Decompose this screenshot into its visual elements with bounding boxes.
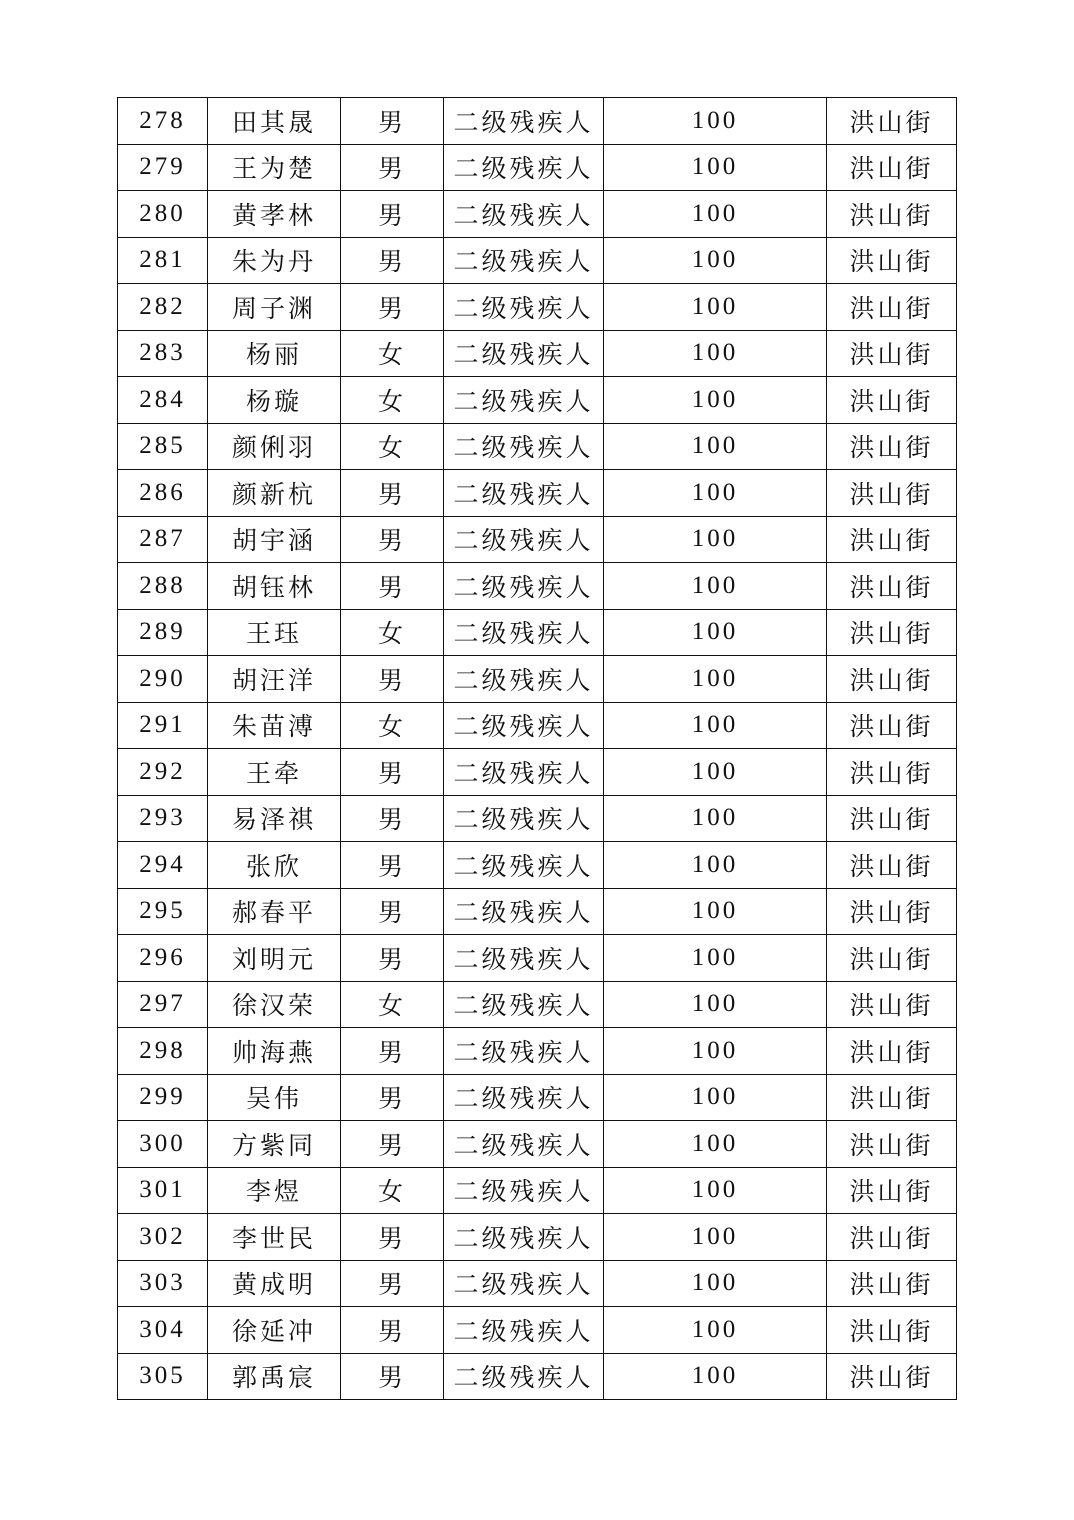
- cell-name: 张欣: [208, 842, 341, 889]
- cell-street: 洪山街: [827, 1260, 957, 1307]
- cell-disability-level: 二级残疾人: [444, 888, 604, 935]
- cell-number: 281: [118, 237, 208, 284]
- cell-street: 洪山街: [827, 470, 957, 517]
- table-row: [118, 377, 957, 424]
- cell-street: 洪山街: [827, 377, 957, 424]
- cell-gender: 女: [341, 609, 444, 656]
- cell-number: 290: [118, 656, 208, 703]
- cell-number: 297: [118, 981, 208, 1028]
- cell-street: 洪山街: [827, 1121, 957, 1168]
- cell-name: 易泽祺: [208, 795, 341, 842]
- cell-amount: 100: [604, 284, 827, 331]
- cell-disability-level: 二级残疾人: [444, 609, 604, 656]
- cell-disability-level: 二级残疾人: [444, 1028, 604, 1075]
- cell-number: 282: [118, 284, 208, 331]
- cell-disability-level: 二级残疾人: [444, 1260, 604, 1307]
- cell-number: 305: [118, 1353, 208, 1400]
- cell-name: 周子渊: [208, 284, 341, 331]
- cell-street: 洪山街: [827, 935, 957, 982]
- cell-number: 285: [118, 423, 208, 470]
- cell-gender: 男: [341, 935, 444, 982]
- cell-street: 洪山街: [827, 1214, 957, 1261]
- cell-disability-level: 二级残疾人: [444, 98, 604, 145]
- table-row: [118, 1028, 957, 1075]
- cell-gender: 女: [341, 981, 444, 1028]
- cell-gender: 男: [341, 656, 444, 703]
- cell-number: 283: [118, 330, 208, 377]
- cell-amount: 100: [604, 656, 827, 703]
- cell-name: 王为楚: [208, 144, 341, 191]
- table-row: [118, 284, 957, 331]
- table-row: [118, 1074, 957, 1121]
- cell-name: 田其晟: [208, 98, 341, 145]
- cell-gender: 女: [341, 330, 444, 377]
- table-row: [118, 563, 957, 610]
- cell-disability-level: 二级残疾人: [444, 1214, 604, 1261]
- cell-amount: 100: [604, 1167, 827, 1214]
- table-row: [118, 1214, 957, 1261]
- cell-gender: 男: [341, 191, 444, 238]
- cell-street: 洪山街: [827, 702, 957, 749]
- cell-amount: 100: [604, 1214, 827, 1261]
- cell-street: 洪山街: [827, 795, 957, 842]
- cell-disability-level: 二级残疾人: [444, 330, 604, 377]
- cell-name: 黄孝林: [208, 191, 341, 238]
- cell-gender: 男: [341, 1028, 444, 1075]
- cell-disability-level: 二级残疾人: [444, 237, 604, 284]
- cell-name: 李世民: [208, 1214, 341, 1261]
- cell-amount: 100: [604, 702, 827, 749]
- cell-number: 296: [118, 935, 208, 982]
- cell-disability-level: 二级残疾人: [444, 1074, 604, 1121]
- cell-amount: 100: [604, 98, 827, 145]
- cell-street: 洪山街: [827, 842, 957, 889]
- cell-number: 289: [118, 609, 208, 656]
- cell-gender: 男: [341, 749, 444, 796]
- cell-disability-level: 二级残疾人: [444, 1307, 604, 1354]
- cell-amount: 100: [604, 981, 827, 1028]
- cell-amount: 100: [604, 795, 827, 842]
- cell-name: 郝春平: [208, 888, 341, 935]
- table-row: [118, 1121, 957, 1168]
- cell-name: 王珏: [208, 609, 341, 656]
- roster-table-body: [118, 98, 957, 1400]
- cell-amount: 100: [604, 330, 827, 377]
- cell-disability-level: 二级残疾人: [444, 1121, 604, 1168]
- cell-name: 刘明元: [208, 935, 341, 982]
- table-row: [118, 656, 957, 703]
- cell-disability-level: 二级残疾人: [444, 563, 604, 610]
- cell-disability-level: 二级残疾人: [444, 284, 604, 331]
- cell-disability-level: 二级残疾人: [444, 144, 604, 191]
- cell-street: 洪山街: [827, 330, 957, 377]
- cell-name: 吴伟: [208, 1074, 341, 1121]
- cell-gender: 男: [341, 98, 444, 145]
- cell-number: 302: [118, 1214, 208, 1261]
- cell-name: 颜新杭: [208, 470, 341, 517]
- cell-name: 徐汉荣: [208, 981, 341, 1028]
- cell-number: 278: [118, 98, 208, 145]
- cell-name: 颜俐羽: [208, 423, 341, 470]
- cell-number: 294: [118, 842, 208, 889]
- cell-disability-level: 二级残疾人: [444, 795, 604, 842]
- cell-street: 洪山街: [827, 656, 957, 703]
- cell-gender: 女: [341, 423, 444, 470]
- cell-disability-level: 二级残疾人: [444, 749, 604, 796]
- table-row: [118, 330, 957, 377]
- table-row: [118, 470, 957, 517]
- cell-disability-level: 二级残疾人: [444, 470, 604, 517]
- cell-number: 287: [118, 516, 208, 563]
- roster-table: [117, 97, 957, 1400]
- cell-amount: 100: [604, 1028, 827, 1075]
- cell-number: 298: [118, 1028, 208, 1075]
- cell-amount: 100: [604, 888, 827, 935]
- cell-number: 303: [118, 1260, 208, 1307]
- cell-number: 284: [118, 377, 208, 424]
- cell-name: 杨璇: [208, 377, 341, 424]
- cell-name: 朱苗溥: [208, 702, 341, 749]
- cell-amount: 100: [604, 470, 827, 517]
- cell-disability-level: 二级残疾人: [444, 191, 604, 238]
- cell-street: 洪山街: [827, 609, 957, 656]
- cell-name: 朱为丹: [208, 237, 341, 284]
- table-row: [118, 888, 957, 935]
- table-row: [118, 1307, 957, 1354]
- cell-name: 胡宇涵: [208, 516, 341, 563]
- cell-gender: 男: [341, 470, 444, 517]
- cell-number: 286: [118, 470, 208, 517]
- table-row: [118, 795, 957, 842]
- cell-gender: 男: [341, 1353, 444, 1400]
- cell-number: 279: [118, 144, 208, 191]
- cell-amount: 100: [604, 237, 827, 284]
- cell-disability-level: 二级残疾人: [444, 1167, 604, 1214]
- cell-gender: 男: [341, 888, 444, 935]
- cell-gender: 男: [341, 284, 444, 331]
- cell-street: 洪山街: [827, 1167, 957, 1214]
- cell-amount: 100: [604, 1121, 827, 1168]
- cell-gender: 女: [341, 377, 444, 424]
- cell-disability-level: 二级残疾人: [444, 842, 604, 889]
- table-row: [118, 749, 957, 796]
- cell-number: 292: [118, 749, 208, 796]
- cell-name: 胡钰林: [208, 563, 341, 610]
- table-row: [118, 237, 957, 284]
- cell-name: 徐延冲: [208, 1307, 341, 1354]
- table-row: [118, 423, 957, 470]
- cell-amount: 100: [604, 1260, 827, 1307]
- cell-number: 291: [118, 702, 208, 749]
- cell-gender: 男: [341, 1121, 444, 1168]
- cell-disability-level: 二级残疾人: [444, 981, 604, 1028]
- cell-amount: 100: [604, 144, 827, 191]
- cell-name: 郭禹宸: [208, 1353, 341, 1400]
- cell-street: 洪山街: [827, 1028, 957, 1075]
- cell-street: 洪山街: [827, 284, 957, 331]
- cell-amount: 100: [604, 842, 827, 889]
- cell-amount: 100: [604, 377, 827, 424]
- cell-amount: 100: [604, 1353, 827, 1400]
- cell-gender: 男: [341, 563, 444, 610]
- cell-gender: 男: [341, 1074, 444, 1121]
- cell-street: 洪山街: [827, 1307, 957, 1354]
- cell-amount: 100: [604, 1307, 827, 1354]
- cell-gender: 男: [341, 795, 444, 842]
- cell-amount: 100: [604, 749, 827, 796]
- cell-disability-level: 二级残疾人: [444, 656, 604, 703]
- cell-number: 299: [118, 1074, 208, 1121]
- cell-street: 洪山街: [827, 191, 957, 238]
- cell-number: 295: [118, 888, 208, 935]
- cell-street: 洪山街: [827, 981, 957, 1028]
- cell-gender: 男: [341, 1260, 444, 1307]
- cell-gender: 女: [341, 702, 444, 749]
- cell-street: 洪山街: [827, 563, 957, 610]
- cell-name: 帅海燕: [208, 1028, 341, 1075]
- cell-number: 280: [118, 191, 208, 238]
- table-row: [118, 516, 957, 563]
- cell-name: 王牵: [208, 749, 341, 796]
- cell-gender: 男: [341, 516, 444, 563]
- cell-amount: 100: [604, 191, 827, 238]
- table-row: [118, 1167, 957, 1214]
- cell-amount: 100: [604, 609, 827, 656]
- cell-amount: 100: [604, 423, 827, 470]
- cell-street: 洪山街: [827, 888, 957, 935]
- cell-street: 洪山街: [827, 237, 957, 284]
- cell-street: 洪山街: [827, 1353, 957, 1400]
- cell-gender: 女: [341, 1167, 444, 1214]
- cell-amount: 100: [604, 563, 827, 610]
- cell-street: 洪山街: [827, 98, 957, 145]
- table-row: [118, 842, 957, 889]
- cell-disability-level: 二级残疾人: [444, 935, 604, 982]
- cell-amount: 100: [604, 516, 827, 563]
- table-row: [118, 144, 957, 191]
- cell-number: 304: [118, 1307, 208, 1354]
- cell-name: 杨丽: [208, 330, 341, 377]
- cell-street: 洪山街: [827, 749, 957, 796]
- cell-street: 洪山街: [827, 144, 957, 191]
- cell-number: 300: [118, 1121, 208, 1168]
- cell-disability-level: 二级残疾人: [444, 423, 604, 470]
- cell-street: 洪山街: [827, 1074, 957, 1121]
- cell-gender: 男: [341, 842, 444, 889]
- table-row: [118, 1260, 957, 1307]
- cell-disability-level: 二级残疾人: [444, 702, 604, 749]
- cell-gender: 男: [341, 237, 444, 284]
- cell-street: 洪山街: [827, 516, 957, 563]
- cell-disability-level: 二级残疾人: [444, 516, 604, 563]
- cell-number: 293: [118, 795, 208, 842]
- cell-disability-level: 二级残疾人: [444, 377, 604, 424]
- cell-street: 洪山街: [827, 423, 957, 470]
- table-row: [118, 609, 957, 656]
- cell-gender: 男: [341, 1307, 444, 1354]
- table-row: [118, 935, 957, 982]
- cell-name: 胡汪洋: [208, 656, 341, 703]
- table-row: [118, 702, 957, 749]
- cell-gender: 男: [341, 1214, 444, 1261]
- cell-gender: 男: [341, 144, 444, 191]
- table-row: [118, 1353, 957, 1400]
- table-row: [118, 191, 957, 238]
- cell-name: 黄成明: [208, 1260, 341, 1307]
- cell-number: 288: [118, 563, 208, 610]
- cell-amount: 100: [604, 1074, 827, 1121]
- cell-number: 301: [118, 1167, 208, 1214]
- table-row: [118, 981, 957, 1028]
- cell-disability-level: 二级残疾人: [444, 1353, 604, 1400]
- cell-amount: 100: [604, 935, 827, 982]
- cell-name: 李煜: [208, 1167, 341, 1214]
- table-row: [118, 98, 957, 145]
- cell-name: 方紫同: [208, 1121, 341, 1168]
